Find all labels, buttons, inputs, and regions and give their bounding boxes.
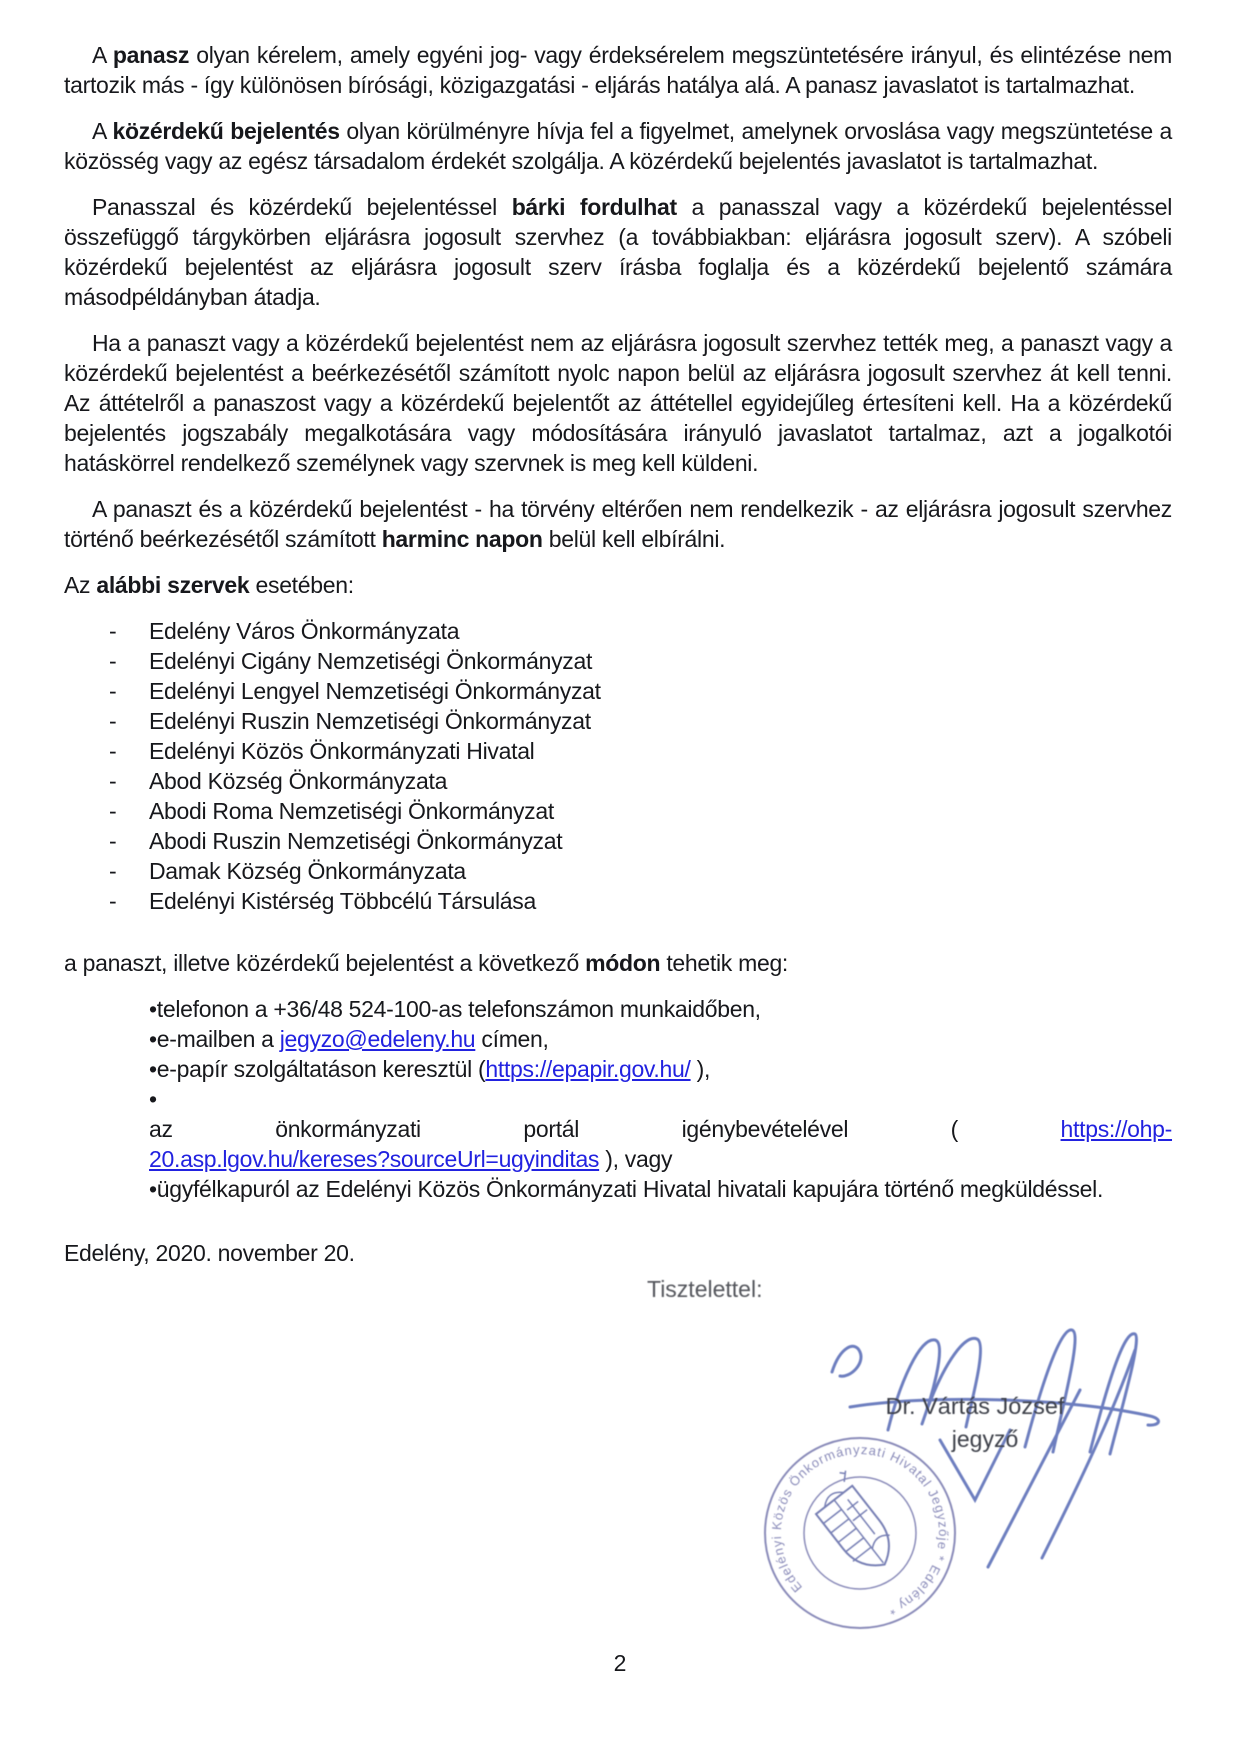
signer-title: jegyző	[951, 1426, 1019, 1452]
paragraph-text: a panasszal vagy a közérdekű bejelentéssel összefüggő tárgykörben eljárásra jogosult szervhez (a továbbiakban: eljárásra jogosult szerv). A szóbeli közérdekű bejelentést az eljárásra jogosult szerv írásba foglalja és a közérdekű bejelentő számára másodpéldányban átadja.	[64, 194, 1173, 310]
dash-icon: -	[109, 678, 117, 704]
svg-text:Edelényi Közös Önkormányzati H	[769, 1442, 951, 1618]
paragraph-text: A	[92, 42, 113, 68]
bullet-icon: •	[149, 1026, 157, 1052]
paragraph-text: A panaszt és a közérdekű bejelentést - ha törvény eltérően nem rendelkezik - az eljárásra jogosult szervhez történő beérkezésétől számított	[64, 496, 1172, 552]
epapir-link[interactable]: https://epapir.gov.hu/	[485, 1056, 691, 1082]
orgs-intro	[64, 570, 1172, 600]
method-line	[149, 1114, 1172, 1144]
org-name: Damak Község Önkormányzata	[149, 858, 466, 884]
method-text: e-mailben a	[156, 1026, 280, 1052]
bullet-icon: •	[149, 1086, 157, 1112]
paragraph-text: esetében:	[249, 572, 354, 598]
stamp-ring-text: Edelényi Közös Önkormányzati Hivatal Jegyzője * Edelény *	[768, 1442, 952, 1619]
bold-term: módon	[585, 950, 661, 976]
list-item	[64, 706, 1172, 736]
org-name: Abodi Ruszin Nemzetiségi Önkormányzat	[149, 828, 563, 854]
bullet-icon: •	[149, 1176, 157, 1202]
paragraph-harminc-napon	[64, 494, 1172, 554]
list-item	[64, 886, 1172, 916]
bold-term: panasz	[112, 42, 190, 68]
method-text: ), vagy	[599, 1146, 673, 1172]
paragraph-kozerdeku-bejelentes	[64, 116, 1172, 176]
list-item	[64, 796, 1172, 826]
paragraph-attetel	[64, 328, 1172, 478]
dash-icon: -	[109, 858, 117, 884]
dash-icon: -	[109, 828, 117, 854]
methods-intro	[64, 948, 1172, 978]
email-link[interactable]: jegyzo@edeleny.hu	[279, 1026, 476, 1052]
bullet-icon: •	[149, 1056, 157, 1082]
paragraph-text: olyan körülményre hívja fel a figyelmet, amelynek orvoslása vagy megszüntetése a közösség vagy az egész társadalom érdekét szolgálja. A közérdekű bejelentés javaslatot is tartalmazhat.	[64, 118, 1172, 174]
list-item	[64, 1054, 1172, 1084]
list-item	[64, 646, 1172, 676]
list-item	[64, 1084, 1172, 1174]
organizations-list	[64, 616, 1172, 916]
dash-icon: -	[109, 738, 117, 764]
page-number: 2	[613, 1650, 627, 1676]
method-text: telefonon a +36/48 524-100-as telefonszámon munkaidőben,	[156, 996, 761, 1022]
method-text: címen,	[475, 1026, 549, 1052]
paragraph-text: A	[92, 118, 113, 144]
bold-term: harminc napon	[381, 526, 543, 552]
paragraph-text: Panasszal és közérdekű bejelentéssel	[92, 194, 512, 220]
org-name: Edelényi Lengyel Nemzetiségi Önkormányzat	[149, 678, 601, 704]
paragraph-text: tehetik meg:	[660, 950, 789, 976]
org-name: Edelényi Közös Önkormányzati Hivatal	[149, 738, 535, 764]
paragraph-panasz	[64, 40, 1172, 100]
org-name: Abod Község Önkormányzata	[149, 768, 448, 794]
method-text: ),	[690, 1056, 711, 1082]
list-item	[64, 766, 1172, 796]
dash-icon: -	[109, 798, 117, 824]
bold-term: bárki fordulhat	[511, 194, 677, 220]
list-item	[64, 676, 1172, 706]
bold-term: alábbi szervek	[96, 572, 250, 598]
list-item	[64, 616, 1172, 646]
list-item	[64, 826, 1172, 856]
org-name: Edelényi Ruszin Nemzetiségi Önkormányzat	[149, 708, 591, 734]
list-item	[64, 1024, 1172, 1054]
bullet-icon: •	[149, 996, 157, 1022]
method-text: ügyfélkapuról az Edelényi Közös Önkormányzati Hivatal hivatali kapujára történő megküldéssel.	[156, 1176, 1104, 1202]
dash-icon: -	[109, 708, 117, 734]
list-item	[64, 1174, 1172, 1204]
closing-salutation: Tisztelettel:	[647, 1276, 763, 1302]
method-text: az önkormányzati portál igénybevételével (	[149, 1116, 959, 1142]
paragraph-text: Az	[64, 572, 97, 598]
org-name: Edelényi Cigány Nemzetiségi Önkormányzat	[149, 648, 593, 674]
list-item	[64, 856, 1172, 886]
dash-icon: -	[109, 888, 117, 914]
org-name: Edelényi Kistérség Többcélú Társulása	[149, 888, 536, 914]
methods-list	[64, 994, 1172, 1204]
list-item	[64, 736, 1172, 766]
paragraph-text: olyan kérelem, amely egyéni jog- vagy érdeksérelem megszüntetésére irányul, és elintézése nem tartozik más - így különösen bírósági, közigazgatási - eljárás hatálya alá. A panasz javaslatot is tartalmazhat.	[64, 42, 1172, 98]
portal-link-continued[interactable]: 20.asp.lgov.hu/kereses?sourceUrl=ugyinditas	[149, 1146, 600, 1172]
paragraph-text: belül kell elbírálni.	[542, 526, 726, 552]
dash-icon: -	[109, 648, 117, 674]
org-name: Abodi Roma Nemzetiségi Önkormányzat	[149, 798, 554, 824]
portal-link[interactable]: https://ohp-	[1060, 1116, 1173, 1142]
paragraph-text: a panaszt, illetve közérdekű bejelentést a következő	[64, 950, 586, 976]
paragraph-text: Ha a panaszt vagy a közérdekű bejelentést nem az eljárásra jogosult szervhez tették meg, a panaszt vagy a közérdekű bejelentést a beérkezésétől számított nyolc napon belül az eljárásra jogosult szervhez át kell tenni. Az áttételről a panaszost vagy a közérdekű bejelentőt az áttétellel egyidejűleg értesíteni kell. Ha a közérdekű bejelentés jogszabály megalkotására vagy módosítására irányuló javaslatot tartalmaz, azt a jogalkotói hatáskörrel rendelkező személynek vagy szervnek is meg kell küldeni.	[64, 330, 1172, 476]
document-body	[64, 40, 1172, 1304]
signer-name: Dr. Vártás József	[885, 1393, 1065, 1419]
official-stamp	[760, 1433, 960, 1633]
paragraph-barki-fordulhat	[64, 192, 1172, 312]
list-item	[64, 994, 1172, 1024]
org-name: Edelény Város Önkormányzata	[149, 618, 460, 644]
date-line: Edelény, 2020. november 20.	[64, 1240, 355, 1266]
dash-icon: -	[109, 618, 117, 644]
method-text: e-papír szolgáltatáson keresztül (	[156, 1056, 486, 1082]
dash-icon: -	[109, 768, 117, 794]
bold-term: közérdekű bejelentés	[112, 118, 340, 144]
method-line	[149, 1144, 1172, 1174]
